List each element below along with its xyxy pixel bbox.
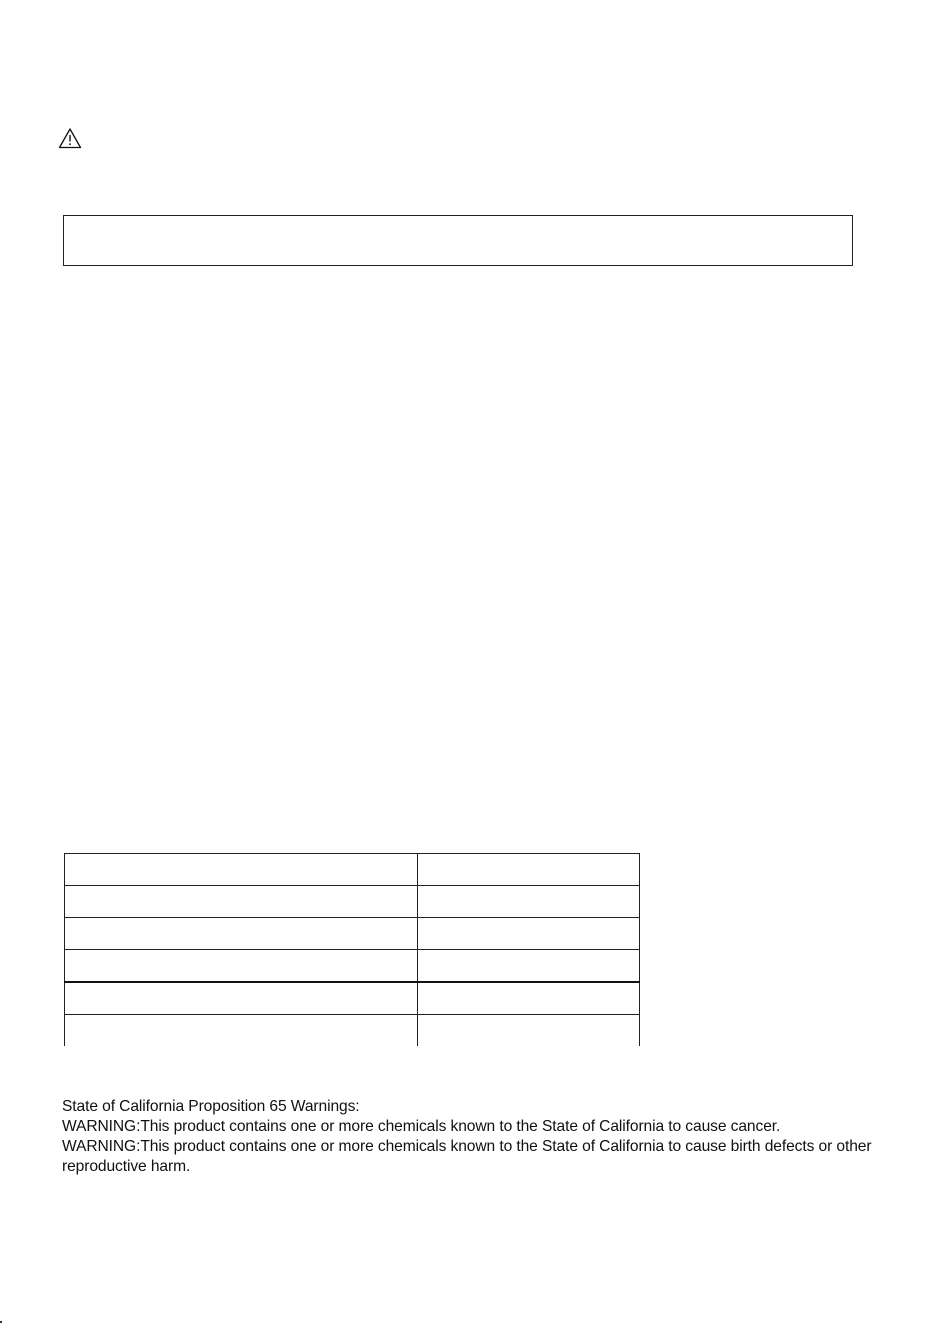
- table-cell: [65, 886, 418, 918]
- prop65-heading: State of California Proposition 65 Warnings:: [62, 1098, 360, 1115]
- table-row: [65, 918, 640, 950]
- table-row: [65, 854, 640, 886]
- table-cell: [65, 950, 418, 983]
- table-cell: [418, 886, 640, 918]
- table-cell: [418, 950, 640, 983]
- table-cell: [418, 854, 640, 886]
- table-row: [65, 950, 640, 983]
- table-cell: [65, 982, 418, 1015]
- table-cell: [418, 918, 640, 950]
- warning-triangle-icon: [58, 127, 82, 149]
- table-cell: [418, 982, 640, 1015]
- spec-table: [64, 853, 640, 1046]
- table-cell: [65, 918, 418, 950]
- table-cell: [65, 1015, 418, 1047]
- prop65-warnings: [62, 1097, 877, 1177]
- table-row: [65, 1015, 640, 1047]
- prop65-cancer-warning: WARNING:This product contains one or more chemicals known to the State of California to cause cancer.: [62, 1118, 781, 1135]
- table-cell: [418, 1015, 640, 1047]
- table-row: [65, 982, 640, 1015]
- table-cell: [65, 854, 418, 886]
- empty-notice-box: [63, 215, 853, 266]
- prop65-reproductive-warning: WARNING:This product contains one or more chemicals known to the State of California to cause birth defects or other reproductive harm.: [62, 1138, 872, 1175]
- table-row: [65, 886, 640, 918]
- spec-table-container: [64, 853, 640, 1046]
